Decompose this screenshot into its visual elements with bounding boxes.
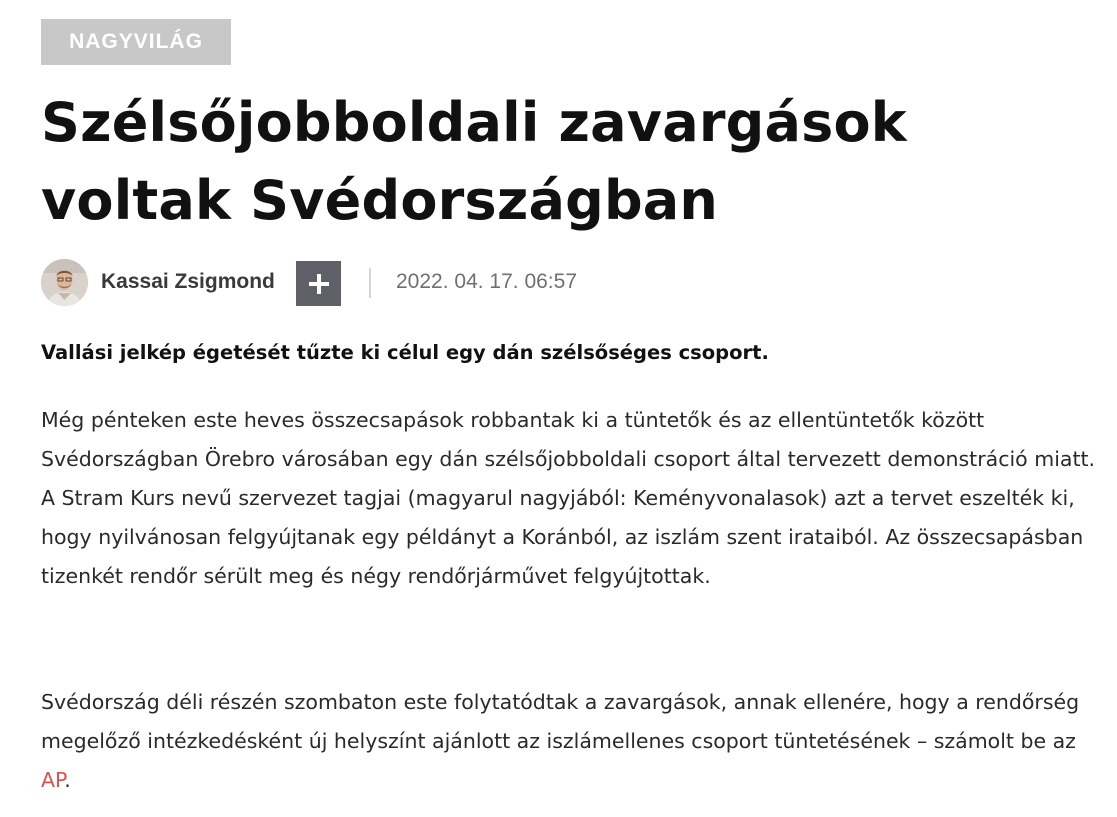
paragraph-2-end: . <box>64 768 71 792</box>
follow-author-button[interactable] <box>296 261 341 306</box>
article-lead: Vallási jelkép égetését tűzte ki célul egy dán szélsőséges csoport. <box>41 341 769 364</box>
byline <box>41 259 741 307</box>
source-link-ap[interactable]: AP <box>41 768 65 792</box>
body-paragraph-2 <box>41 683 1111 800</box>
author-avatar[interactable] <box>41 259 88 306</box>
byline-divider <box>369 268 371 298</box>
plus-icon <box>308 273 330 295</box>
author-name-link[interactable]: Kassai Zsigmond <box>101 270 275 293</box>
article-headline: Szélsőjobboldali zavargások voltak Svédországban <box>41 91 907 232</box>
body-paragraph-1: Még pénteken este heves összecsapások robbantak ki a tüntetők és az ellentüntetők között Svédországban Örebro városában egy dán szélsőjobboldali csoport által tervezett demonstráció miatt. A Stram Kurs nevű szervezet tagjai (magyarul nagyjából: Keményvonalasok) azt a tervet eszelték ki, hogy nyilvánosan felgyújtanak egy példányt a Koránból, az iszlám szent irataiból. Az összecsapásban tizenkét rendőr sérült meg és négy rendőrjárművet felgyújtottak. <box>41 408 1096 588</box>
author-photo-icon <box>41 259 88 306</box>
paragraph-2-text: Svédország déli részén szombaton este folytatódtak a zavargások, annak ellenére, hogy a rendőrség megelőző intézkedésként új helyszínt ajánlott az iszlámellenes csoport tüntetésének – számolt be az <box>41 690 1080 753</box>
category-tag[interactable]: NAGYVILÁG <box>41 19 231 65</box>
publish-date: 2022. 04. 17. 06:57 <box>396 270 577 293</box>
